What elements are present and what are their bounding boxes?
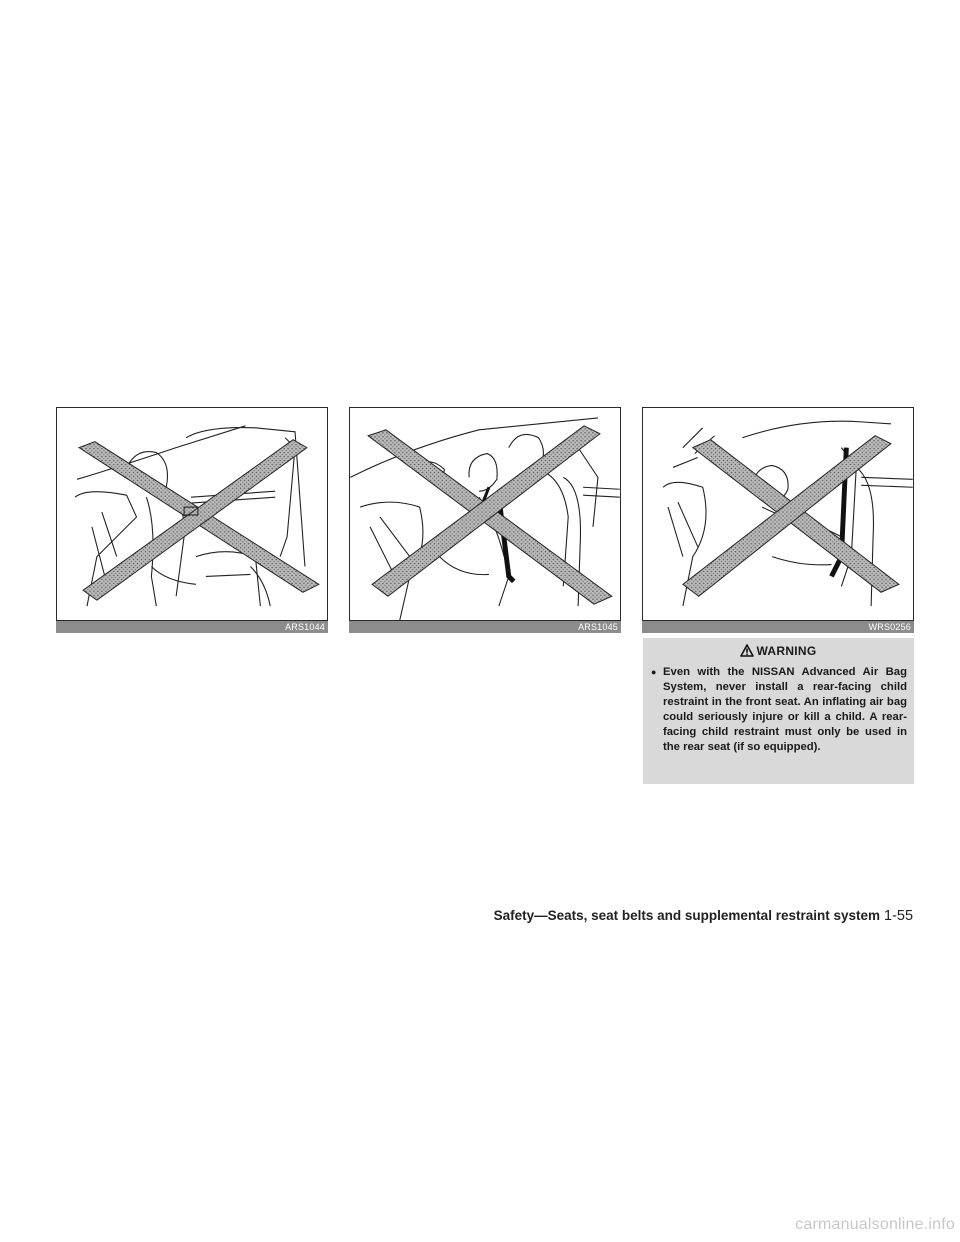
figure-label: ARS1045 (349, 621, 621, 633)
warning-text: Even with the NISSAN Advanced Air Bag System, never install a rear-facing child restraint in the front seat. An inflating air bag could seriously injure or kill a child. A rear-facing child restraint must only be used in the rear seat (if so equipped). (663, 666, 907, 753)
figure-label: WRS0256 (642, 621, 914, 633)
watermark: carmanualsonline.info (795, 1216, 955, 1233)
figure-label: ARS1044 (56, 621, 328, 633)
figure-wrs0256 (642, 407, 914, 621)
figure-ars1044 (56, 407, 328, 621)
warning-title: WARNING (756, 644, 817, 658)
warning-item (651, 665, 907, 755)
child-on-lap-illustration (350, 408, 620, 620)
warning-heading (643, 644, 914, 658)
child-leaning-airbag-illustration (643, 408, 913, 620)
rear-facing-seat-illustration (57, 408, 327, 620)
warning-triangle-icon (740, 644, 754, 657)
bullet-icon: ● (651, 667, 657, 677)
section-title: Safety—Seats, seat belts and supplemental restraint system (493, 908, 880, 923)
figure-ars1045 (349, 407, 621, 621)
page-number: 1-55 (884, 908, 914, 924)
warning-box (643, 638, 914, 784)
